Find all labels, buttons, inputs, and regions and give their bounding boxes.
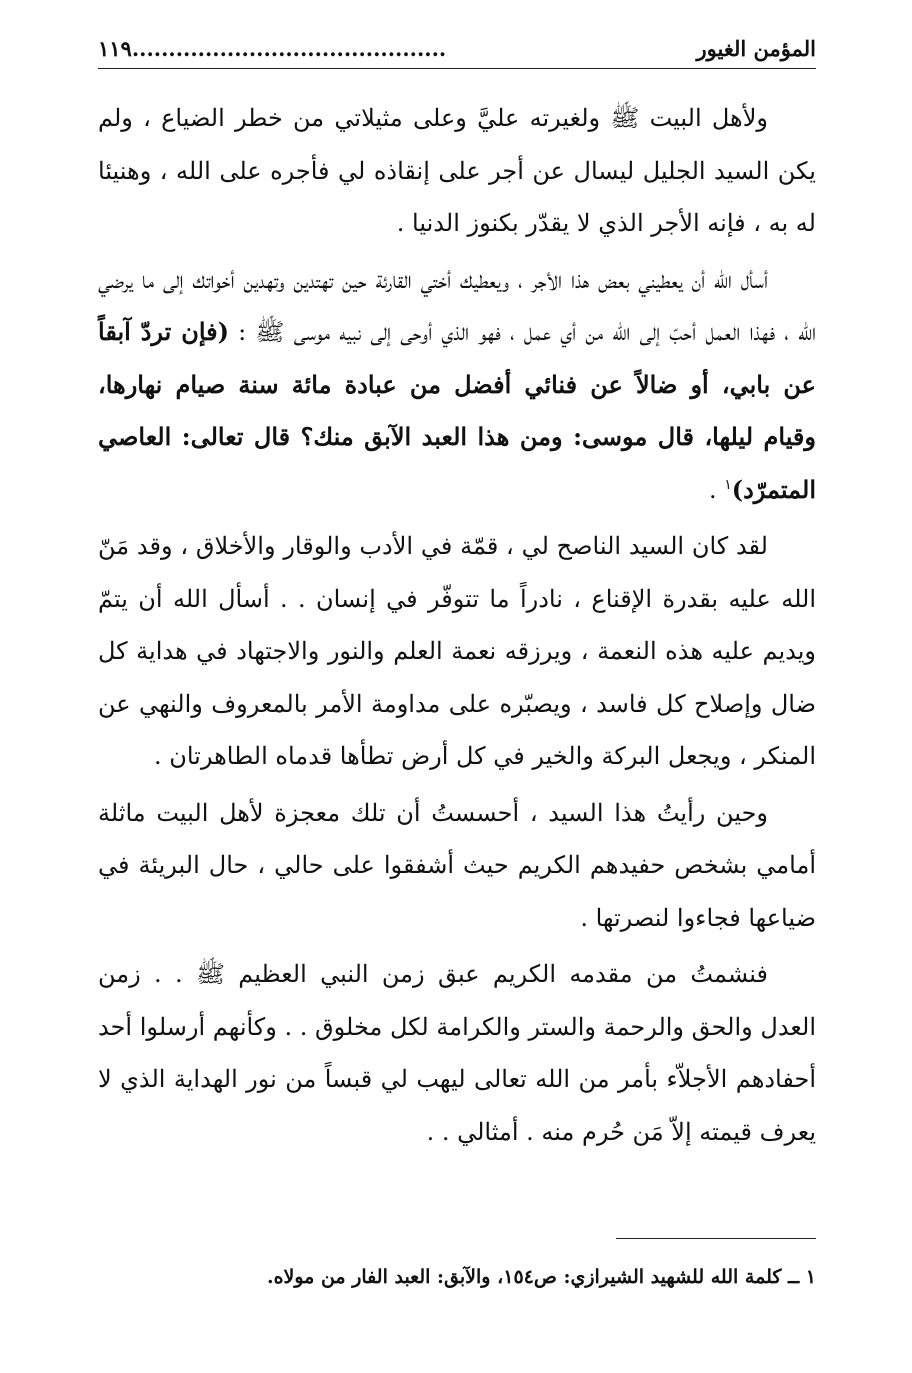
paragraph-5: فنشمتُ من مقدمه الكريم عبق زمن النبي العظيم ﷺ . . زمن العدل والحق والرحمة والستر والكرامة لكل مخلوق . . وكأنهم أرسلوا أحد أحفادهم الأجلاّء بأمر من الله تعالى ليهب لي قبساً من نور الهداية الذي لا يعرف قيمته إلاّ مَن حُرم منه . أمثالي . . — [98, 960, 816, 1146]
page-number: ١١٩........................................... — [98, 35, 447, 61]
footnote-reference: ١ — [724, 476, 732, 493]
hadith-quote: (فإن تردّ آبقاً عن بابي، أو ضالاً عن فنائي أفضل من عبادة مائة سنة صيام نهارها، وقيام ليلها، قال موسى: ومن هذا العبد الآبق منك؟ قال تعالى: العاصي المتمرّد) — [98, 317, 816, 504]
footnote-divider — [616, 1238, 816, 1239]
paragraph-4: وحين رأيتُ هذا السيد ، أحسستُ أن تلك معجزة لأهل البيت ماثلة أمامي بشخص حفيدهم الكريم حيث أشفقوا على حالي ، حال البريئة في ضياعها فجاءوا لنصرتها . — [98, 798, 816, 932]
paragraph-2 — [98, 254, 816, 517]
header-title: المؤمن الغيور — [696, 35, 816, 61]
running-header — [98, 28, 816, 69]
paragraph-2-intro: أسأل الله أن يعطيني بعض هذا الأجر ، ويعطيك أختي القارئة حين تهتدين وتهدين أخواتك إلى ما يرضي الله ، فهذا العمل أحبّ إلى الله من أي عمل ، فهو الذي أوحى إلى نبيه موسى ﷺ : — [98, 265, 816, 346]
footnote: ١ ــ كلمة الله للشهيد الشيرازي: ص١٥٤، والآبق: العبد الفار من مولاه. — [266, 1266, 816, 1288]
paragraph-3: لقد كان السيد الناصح لي ، قمّة في الأدب والوقار والأخلاق ، وقد مَنّ الله عليه بقدرة الإقناع ، نادراً ما تتوفّر في إنسان . . أسأل الله أن يتمّ ويديم عليه هذه النعمة ، ويرزقه نعمة العلم والنور والاجتهاد في هداية كل ضال وإصلاح كل فاسد ، ويصبّره على مداومة الأمر بالمعروف والنهي عن المنكر ، ويجعل البركة والخير في كل أرض تطأها قدماه الطاهرتان . — [98, 532, 816, 770]
body-text — [98, 92, 816, 1162]
paragraph-2-end: . — [708, 475, 725, 504]
paragraph-1: ولأهل البيت ﷺ ولغيرته عليَّ وعلى مثيلاتي من خطر الضياع ، ولم يكن السيد الجليل ليسال عن أجر على إنقاذه لي فأجره على الله ، وهنيئا له به ، فإنه الأجر الذي لا يقدّر بكنوز الدنيا . — [98, 104, 816, 237]
